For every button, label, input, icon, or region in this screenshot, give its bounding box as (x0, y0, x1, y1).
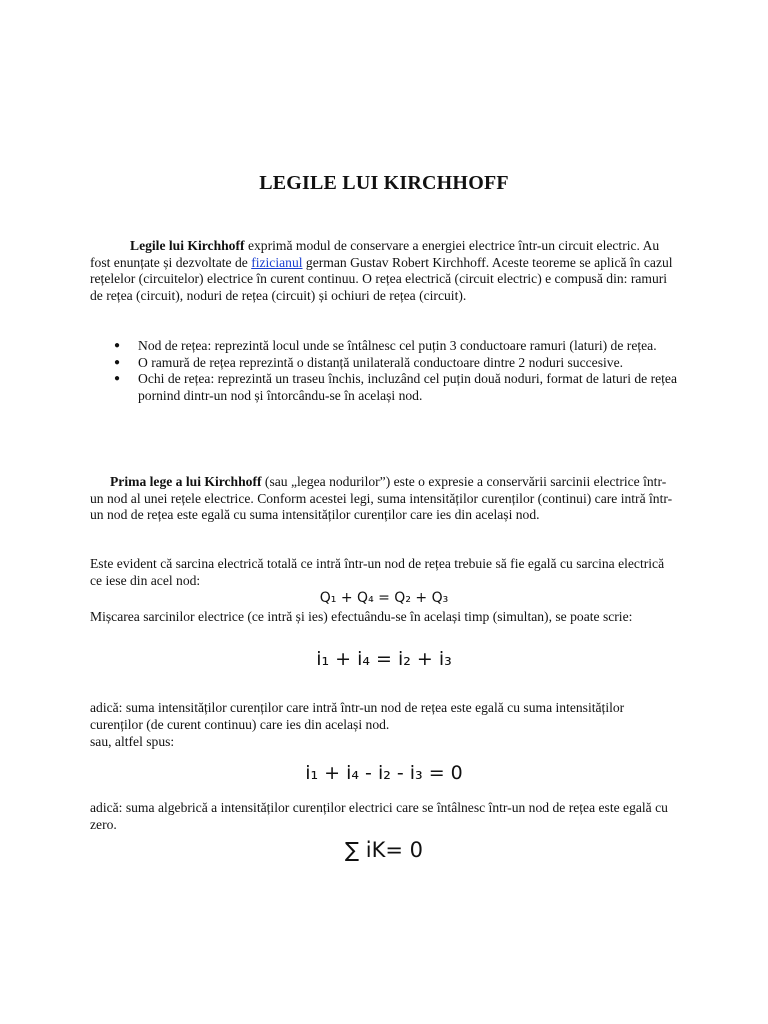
intro-paragraph (90, 238, 676, 304)
intro-bold-lead: Legile lui Kirchhoff (130, 238, 245, 253)
list-item (90, 355, 680, 372)
bullet-text: O ramură de rețea reprezintă o distanță unilaterală conductoare dintre 2 noduri succesive. (138, 354, 624, 370)
bullet-icon: ● (114, 356, 121, 368)
first-law-paragraph (90, 474, 676, 524)
list-item (90, 338, 680, 355)
bullet-text: Nod de rețea: reprezintă locul unde se întâlnesc cel puțin 3 conductoare ramuri (laturi) de rețea. (138, 338, 657, 353)
adica-paragraph-2: adică: suma algebrică a intensităților curenților electrici care se întâlnesc într-un nod de rețea este egală cu zero. (90, 800, 668, 832)
page-title: LEGILE LUI KIRCHHOFF (259, 172, 509, 194)
evident-paragraph: Este evident că sarcina electrică totală ce intră într-un nod de rețea trebuie să fie egală cu sarcina electrică ce iese din acel nod: (90, 556, 665, 588)
charge-formula: Q₁ + Q₄ = Q₂ + Q₃ (319, 590, 449, 606)
bullet-text: Ochi de rețea: reprezintă un traseu închis, incluzând cel puțin două noduri, format de laturi de rețea pornind dintr-un nod și întorcându-se în același nod. (138, 371, 677, 403)
adica-paragraph-1: adică: suma intensităților curenților care intră într-un nod de rețea este egală cu suma intensităților curenților (de curent continuu) care ies din același nod. (90, 700, 625, 732)
miscarea-paragraph: Mișcarea sarcinilor electrice (ce intră și ies) efectuându-se în același timp (simultan), se poate scrie: (90, 609, 633, 624)
sau-paragraph: sau, altfel spus: (90, 734, 175, 749)
algebraic-sum-formula: i₁ + i₄ - i₂ - i₃ = 0 (305, 762, 463, 784)
intro-text-after-link: german Gustav Robert Kirchhoff. Aceste teoreme se aplică în cazul rețelelor (circuitelor) electrice în curent continuu. O rețea electrică (circuit electric) e compusă din: ramuri de rețea (circuit), noduri de rețea (circuit) și ochiuri de rețea (circuit). (90, 254, 673, 303)
first-law-text: (sau „legea nodurilor”) este o expresie a conservării sarcinii electrice într-un nod al unei rețele electrice. Conform acestei legi, suma intensităților curenților (continui) care intră într-un nod de rețea este egală cu suma intensităților curenților care ies din același nod. (90, 474, 673, 523)
bullet-icon: ● (114, 340, 121, 351)
fizicianul-link[interactable]: fizicianul (251, 254, 303, 270)
list-item (90, 371, 680, 404)
sum-formula: ∑ iK= 0 (344, 838, 424, 862)
bullet-icon: ● (114, 373, 121, 385)
definitions-list (90, 338, 680, 404)
first-law-bold-lead: Prima lege a lui Kirchhoff (110, 474, 262, 489)
intro-text-before-link: exprimă modul de conservare a energiei electrice într-un circuit electric. Au fost enunțate și dezvoltate de (90, 238, 660, 270)
current-formula: i₁ + i₄ = i₂ + i₃ (316, 648, 452, 670)
